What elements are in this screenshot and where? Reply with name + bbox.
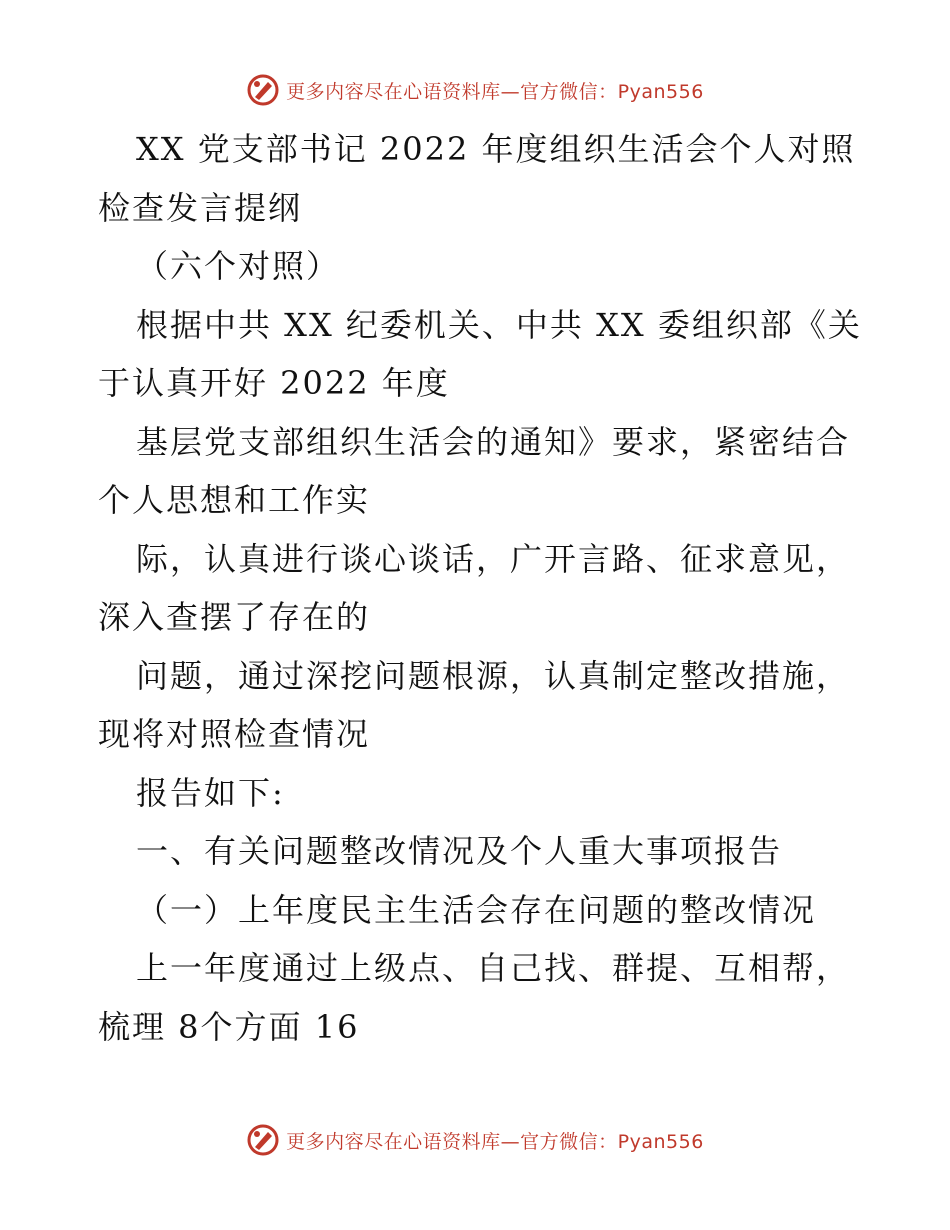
document-line: 于认真开好 2022 年度 (98, 364, 450, 402)
document-line: 一、有关问题整改情况及个人重大事项报告 (136, 832, 783, 870)
document-line: 现将对照检查情况 (98, 715, 371, 753)
document-line: （一）上年度民主生活会存在问题的整改情况 (136, 890, 817, 929)
banner-content (246, 1123, 704, 1157)
brand-logo-icon (246, 73, 280, 107)
document-line: （六个对照） (136, 247, 341, 285)
document-body (98, 120, 862, 1056)
document-line: 际，认真进行谈心谈话，广开言路、征求意见， (136, 539, 851, 578)
brand-logo-icon (246, 1123, 280, 1157)
header-watermark-banner (0, 70, 950, 110)
document-line: XX 党支部书记 2022 年度组织生活会个人对照 (136, 130, 856, 168)
document-line: 基层党支部组织生活会的通知》要求，紧密结合 (136, 422, 851, 461)
document-line: 检查发言提纲 (98, 188, 303, 227)
banner-content (246, 73, 704, 107)
banner-text: 更多内容尽在心语资料库—官方微信：Pyan556 (286, 80, 704, 103)
document-line: 梳理 8个方面 16 (98, 1007, 360, 1046)
document-line: 问题，通过深挖问题根源，认真制定整改措施， (136, 656, 851, 695)
document-line: 根据中共 XX 纪委机关、中共 XX 委组织部《关 (136, 305, 862, 344)
document-line: 深入查摆了存在的 (98, 598, 371, 636)
document-line: 个人思想和工作实 (98, 481, 371, 519)
footer-watermark-banner (0, 1120, 950, 1160)
document-line: 报告如下: (136, 773, 285, 812)
banner-text: 更多内容尽在心语资料库—官方微信：Pyan556 (286, 1130, 704, 1153)
document-line: 上一年度通过上级点、自己找、群提、互相帮， (136, 949, 851, 987)
